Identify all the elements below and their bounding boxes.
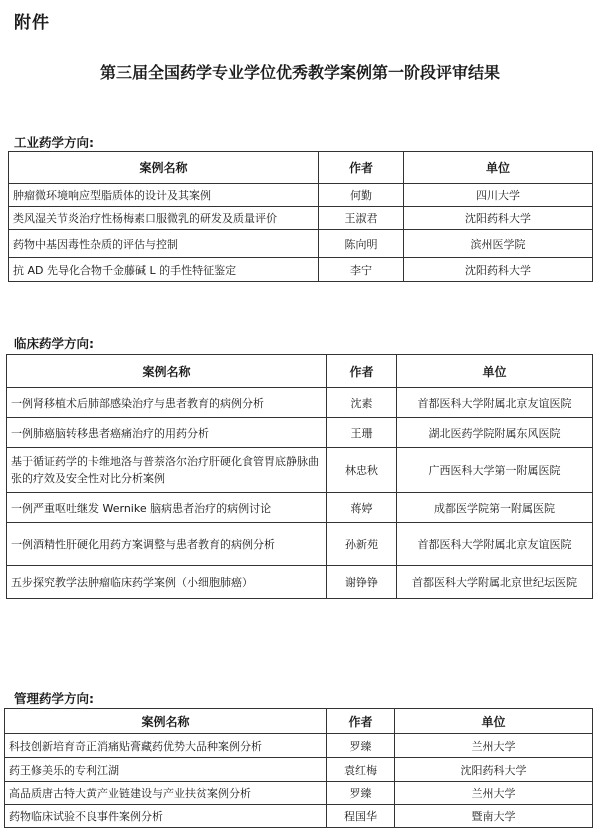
- table-row: [5, 758, 593, 782]
- section-heading-clinical: 临床药学方向:: [14, 336, 94, 351]
- table-header-row: [7, 355, 593, 388]
- header-unit: 单位: [395, 709, 593, 734]
- cell-author: 蒋婷: [327, 493, 397, 523]
- cell-name: 一例肺癌脑转移患者癌痛治疗的用药分析: [7, 418, 327, 448]
- table-row: [5, 782, 593, 805]
- cell-unit: 沈阳药科大学: [395, 758, 593, 782]
- cell-author: 李宁: [319, 258, 404, 282]
- cell-name: 肿瘤微环境响应型脂质体的设计及其案例: [9, 184, 319, 207]
- cell-unit: 广西医科大学第一附属医院: [397, 448, 593, 493]
- table-row: [7, 566, 593, 599]
- cell-name: 一例肾移植术后肺部感染治疗与患者教育的病例分析: [7, 388, 327, 418]
- cell-author: 孙新苑: [327, 523, 397, 566]
- header-name: 案例名称: [9, 152, 319, 184]
- header-unit: 单位: [404, 152, 593, 184]
- cell-unit: 兰州大学: [395, 782, 593, 805]
- cell-author: 程国华: [327, 805, 395, 828]
- table-row: [7, 523, 593, 566]
- cell-author: 王珊: [327, 418, 397, 448]
- header-name: 案例名称: [5, 709, 327, 734]
- table-row: [5, 805, 593, 828]
- table-header-row: [9, 152, 593, 184]
- cell-unit: 沈阳药科大学: [404, 258, 593, 282]
- cell-name: 科技创新培育奇正消痛贴膏藏药优势大品种案例分析: [5, 734, 327, 758]
- table-row: [9, 184, 593, 207]
- header-unit: 单位: [397, 355, 593, 388]
- cell-author: 王淑君: [319, 207, 404, 230]
- cell-name: 五步探究教学法肿瘤临床药学案例（小细胞肺癌）: [7, 566, 327, 599]
- cell-author: 陈向明: [319, 230, 404, 258]
- table-row: [9, 207, 593, 230]
- cell-author: 何勤: [319, 184, 404, 207]
- cell-author: 罗臻: [327, 734, 395, 758]
- cell-author: 林忠秋: [327, 448, 397, 493]
- cell-name: 药物中基因毒性杂质的评估与控制: [9, 230, 319, 258]
- cell-author: 袁红梅: [327, 758, 395, 782]
- cell-unit: 首都医科大学附属北京世纪坛医院: [397, 566, 593, 599]
- cell-unit: 湖北医药学院附属东风医院: [397, 418, 593, 448]
- cell-unit: 沈阳药科大学: [404, 207, 593, 230]
- cell-unit: 兰州大学: [395, 734, 593, 758]
- table-row: [7, 418, 593, 448]
- cell-name: 基于循证药学的卡维地洛与普萘洛尔治疗肝硬化食管胃底静脉曲张的疗效及安全性对比分析案例: [7, 448, 327, 493]
- attachment-label: 附件: [14, 13, 50, 33]
- cell-name: 药王修美乐的专利江湖: [5, 758, 327, 782]
- table-row: [7, 448, 593, 493]
- cell-name: 一例酒精性肝硬化用药方案调整与患者教育的病例分析: [7, 523, 327, 566]
- table-management: [4, 708, 593, 828]
- table-header-row: [5, 709, 593, 734]
- table-clinical: [6, 354, 593, 599]
- cell-unit: 滨州医学院: [404, 230, 593, 258]
- cell-name: 药物临床试验不良事件案例分析: [5, 805, 327, 828]
- section-heading-industrial: 工业药学方向:: [14, 135, 94, 150]
- table-industrial: [8, 151, 593, 282]
- cell-name: 一例严重呕吐继发 Wernike 脑病患者治疗的病例讨论: [7, 493, 327, 523]
- cell-unit: 成都医学院第一附属医院: [397, 493, 593, 523]
- cell-author: 沈素: [327, 388, 397, 418]
- cell-name: 高品质唐古特大黄产业链建设与产业扶贫案例分析: [5, 782, 327, 805]
- header-author: 作者: [319, 152, 404, 184]
- page-title: 第三届全国药学专业学位优秀教学案例第一阶段评审结果: [99, 63, 500, 82]
- cell-name: 抗 AD 先导化合物千金藤碱 L 的手性特征鉴定: [9, 258, 319, 282]
- cell-unit: 暨南大学: [395, 805, 593, 828]
- cell-author: 谢铮铮: [327, 566, 397, 599]
- cell-unit: 首都医科大学附属北京友谊医院: [397, 523, 593, 566]
- header-author: 作者: [327, 709, 395, 734]
- table-row: [9, 258, 593, 282]
- cell-unit: 首都医科大学附属北京友谊医院: [397, 388, 593, 418]
- cell-author: 罗臻: [327, 782, 395, 805]
- header-author: 作者: [327, 355, 397, 388]
- table-row: [9, 230, 593, 258]
- table-row: [7, 493, 593, 523]
- header-name: 案例名称: [7, 355, 327, 388]
- cell-name: 类风湿关节炎治疗性杨梅素口服微乳的研发及质量评价: [9, 207, 319, 230]
- table-row: [7, 388, 593, 418]
- section-heading-management: 管理药学方向:: [14, 691, 94, 706]
- table-row: [5, 734, 593, 758]
- cell-unit: 四川大学: [404, 184, 593, 207]
